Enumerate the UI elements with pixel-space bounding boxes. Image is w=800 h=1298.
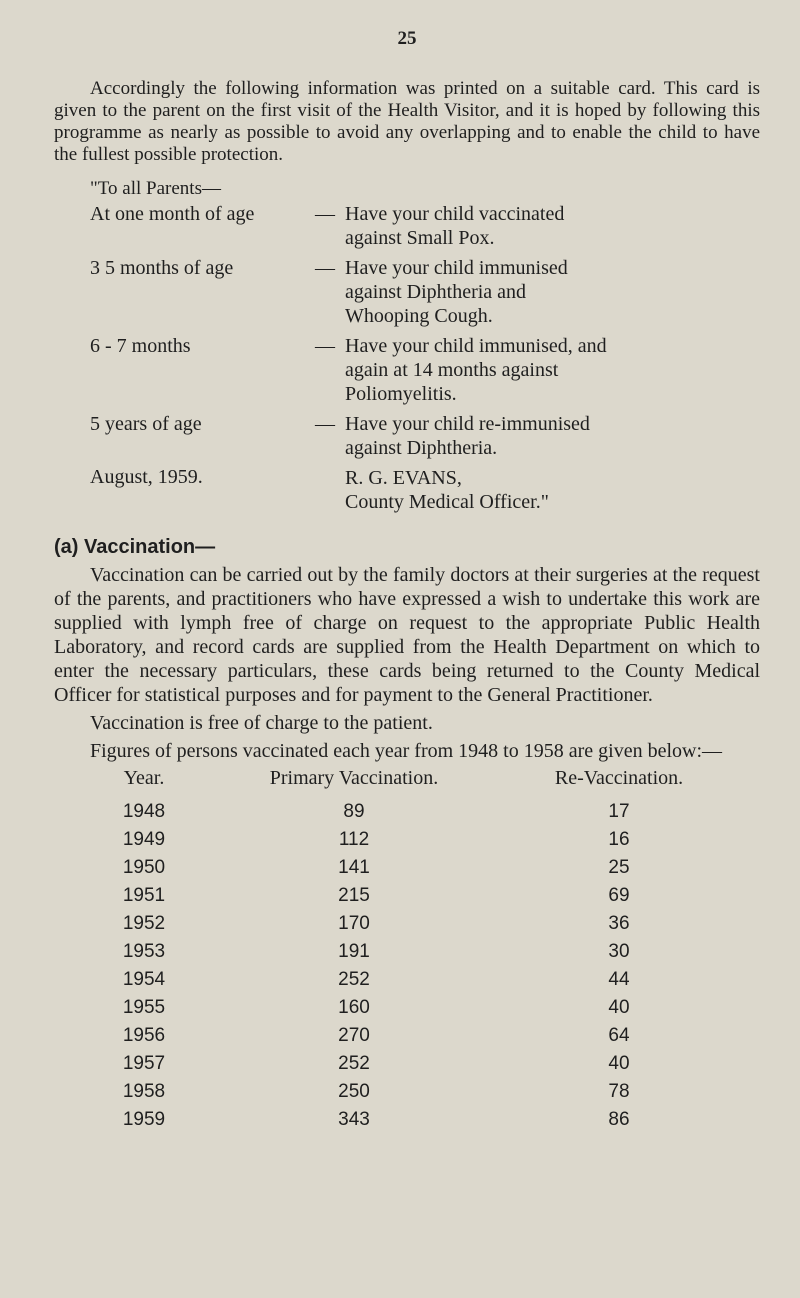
table-row: [74, 1022, 744, 1050]
instruction-line: Have your child immunised: [345, 257, 568, 279]
table-row: [74, 1106, 744, 1134]
schedule-age: 3 5 months of age: [90, 257, 234, 279]
schedule-age: At one month of age: [90, 203, 255, 225]
year-cell: 1956: [122, 1025, 166, 1046]
year-cell: 1948: [122, 801, 166, 822]
header-year: Year.: [123, 767, 165, 789]
instruction-line: Have your child re-immunised: [345, 413, 590, 435]
revaccination-cell: 25: [608, 857, 630, 878]
schedule-age: 5 years of age: [90, 413, 202, 435]
table-row: [74, 994, 744, 1022]
revaccination-cell: 86: [608, 1109, 630, 1130]
instruction-line: Whooping Cough.: [345, 305, 493, 327]
signatory-name: R. G. EVANS,: [345, 467, 462, 489]
primary-cell: 343: [338, 1109, 370, 1130]
year-cell: 1957: [122, 1053, 166, 1074]
revaccination-cell: 40: [608, 997, 630, 1018]
schedule-instruction: [315, 202, 760, 250]
primary-cell: 141: [338, 857, 370, 878]
schedule-age: 6 - 7 months: [90, 335, 191, 357]
table-row: [74, 966, 744, 994]
year-cell: 1951: [122, 885, 166, 906]
revaccination-cell: 17: [608, 801, 630, 822]
dash-separator: —: [315, 203, 335, 225]
instruction-line: again at 14 months against: [345, 359, 559, 381]
revaccination-cell: 36: [608, 913, 630, 934]
card-schedule: [90, 202, 760, 514]
primary-cell: 270: [338, 1025, 370, 1046]
table-row: [74, 910, 744, 938]
primary-cell: 250: [338, 1081, 370, 1102]
page-number: 25: [397, 28, 417, 49]
vaccination-paragraph: Vaccination can be carried out by the family doctors at their surgeries at the request of the parents, and practitioners who have expressed a wish to undertake this work are supplied with lymph free of charge on request to the appropriate Public Health Laboratory, and record cards are supplied from the Health Department on which to enter the necessary particulars, these cards being returned to the County Medical Officer for statistical purposes and for payment to the General Practitioner.: [54, 564, 760, 706]
section-heading: (a) Vaccination—: [54, 536, 216, 558]
instruction-line: Have your child vaccinated: [345, 203, 565, 225]
table-row: [74, 798, 744, 826]
year-cell: 1953: [122, 941, 166, 962]
primary-cell: 89: [343, 801, 365, 822]
instruction-line: against Diphtheria.: [345, 437, 498, 459]
primary-cell: 112: [338, 829, 370, 850]
card-salutation: "To all Parents—: [90, 178, 221, 199]
year-cell: 1949: [122, 829, 166, 850]
year-cell: 1950: [122, 857, 166, 878]
year-cell: 1955: [122, 997, 166, 1018]
vaccination-table: [74, 767, 744, 1134]
primary-cell: 170: [338, 913, 370, 934]
dash-separator: —: [315, 257, 335, 279]
schedule-instruction: [315, 256, 760, 328]
primary-cell: 252: [338, 969, 370, 990]
schedule-row: [90, 412, 760, 460]
primary-cell: 215: [338, 885, 370, 906]
schedule-row: [90, 202, 760, 250]
signatory-title: County Medical Officer.": [345, 491, 549, 513]
instruction-line: Have your child immunised, and: [345, 335, 607, 357]
table-row: [74, 854, 744, 882]
figures-intro-paragraph: Figures of persons vaccinated each year from 1948 to 1958 are given below:—: [90, 740, 723, 762]
free-of-charge-paragraph: Vaccination is free of charge to the patient.: [90, 712, 433, 734]
year-cell: 1959: [122, 1109, 166, 1130]
revaccination-cell: 69: [608, 885, 630, 906]
table-row: [74, 882, 744, 910]
instruction-line: against Small Pox.: [345, 227, 495, 249]
year-cell: 1954: [122, 969, 166, 990]
schedule-instruction: [315, 412, 760, 460]
dash-separator: —: [315, 335, 335, 357]
revaccination-cell: 30: [608, 941, 630, 962]
dash-separator: —: [315, 413, 335, 435]
revaccination-cell: 64: [608, 1025, 630, 1046]
revaccination-cell: 44: [608, 969, 630, 990]
intro-paragraph: Accordingly the following information was printed on a suitable card. This card is given to the parent on the first visit of the Health Visitor, and it is hoped by following this programme as nearly as possible to avoid any overlapping and to enable the child to have the fullest possible protection.: [54, 78, 760, 165]
table-row: [74, 1078, 744, 1106]
primary-cell: 191: [338, 941, 370, 962]
primary-cell: 160: [338, 997, 370, 1018]
card-date: August, 1959.: [90, 466, 203, 488]
table-row: [74, 1050, 744, 1078]
schedule-row: [90, 256, 760, 328]
instruction-line: against Diphtheria and: [345, 281, 527, 303]
primary-cell: 252: [338, 1053, 370, 1074]
schedule-instruction: [315, 334, 760, 406]
card-signature: [90, 466, 760, 514]
table-row: [74, 938, 744, 966]
revaccination-cell: 40: [608, 1053, 630, 1074]
instruction-line: Poliomyelitis.: [345, 383, 457, 405]
schedule-row: [90, 334, 760, 406]
revaccination-cell: 16: [608, 829, 630, 850]
table-row: [74, 826, 744, 854]
header-revaccination: Re-Vaccination.: [554, 767, 684, 789]
year-cell: 1958: [122, 1081, 166, 1102]
year-cell: 1952: [122, 913, 166, 934]
revaccination-cell: 78: [608, 1081, 630, 1102]
table-header-row: [74, 767, 744, 798]
header-primary: Primary Vaccination.: [269, 767, 439, 789]
